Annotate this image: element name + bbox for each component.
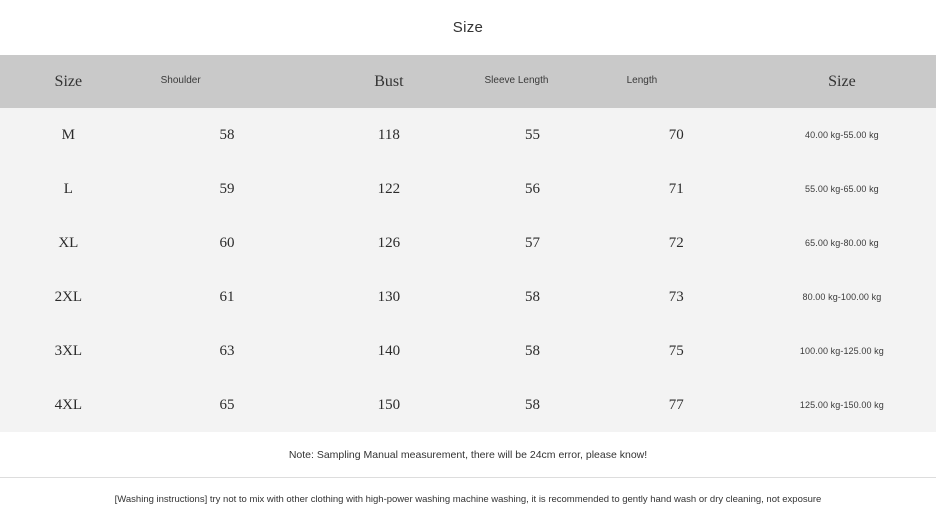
page-title: Size [452,19,484,36]
column-header-bust: Bust [374,72,404,90]
cell-length: 71 [668,180,684,197]
page-title-bar [0,0,936,55]
cell-sleeve: 57 [525,234,541,251]
table-row [0,216,936,270]
cell-sleeve: 58 [525,288,541,305]
column-header-size: Size [54,72,83,90]
column-header-length: Length [626,75,658,87]
cell-bust: 140 [377,342,401,359]
table-row [0,324,936,378]
column-header-shoulder: Shoulder [160,75,201,87]
cell-bust: 150 [377,396,401,413]
measurement-note-row [0,432,936,477]
table-row [0,162,936,216]
cell-length: 75 [668,342,684,359]
cell-sleeve: 56 [525,180,541,197]
washing-instructions: [Washing instructions] try not to mix with other clothing with high-power washing machine washing, it is recommended to gently hand wash or dry cleaning, not exposure [114,493,822,505]
cell-weight-range: 80.00 kg-100.00 kg [802,292,882,302]
measurement-note: Note: Sampling Manual measurement, there will be 24cm error, please know! [288,449,648,461]
cell-size: 4XL [54,396,83,413]
cell-weight-range: 125.00 kg-150.00 kg [799,400,884,410]
cell-weight-range: 65.00 kg-80.00 kg [805,238,879,248]
cell-bust: 130 [377,288,401,305]
cell-size: XL [58,234,79,251]
cell-bust: 122 [377,180,401,197]
cell-size: 2XL [54,288,83,305]
cell-length: 72 [668,234,684,251]
table-row [0,378,936,432]
table-row [0,108,936,162]
table-body [0,108,936,432]
cell-bust: 126 [377,234,401,251]
cell-sleeve: 55 [525,126,541,143]
cell-weight-range: 55.00 kg-65.00 kg [805,184,879,194]
cell-weight-range: 40.00 kg-55.00 kg [805,130,879,140]
cell-sleeve: 58 [525,342,541,359]
cell-length: 70 [668,126,684,143]
cell-shoulder: 60 [219,234,235,251]
cell-bust: 118 [377,126,400,143]
column-header-weight-size: Size [828,72,856,90]
cell-size: M [61,126,75,143]
cell-shoulder: 65 [219,396,235,413]
cell-weight-range: 100.00 kg-125.00 kg [799,346,884,356]
cell-size: L [63,180,73,197]
cell-length: 77 [668,396,684,413]
cell-shoulder: 63 [219,342,235,359]
cell-shoulder: 58 [219,126,235,143]
cell-length: 73 [668,288,684,305]
size-table [0,55,936,432]
cell-shoulder: 59 [219,180,235,197]
table-row [0,270,936,324]
table-header-row [0,55,936,108]
table-header [0,55,936,108]
washing-instructions-row [0,478,936,521]
cell-shoulder: 61 [219,288,235,305]
cell-size: 3XL [54,342,83,359]
column-header-sleeve-length: Sleeve Length [484,75,549,87]
cell-sleeve: 58 [525,396,541,413]
